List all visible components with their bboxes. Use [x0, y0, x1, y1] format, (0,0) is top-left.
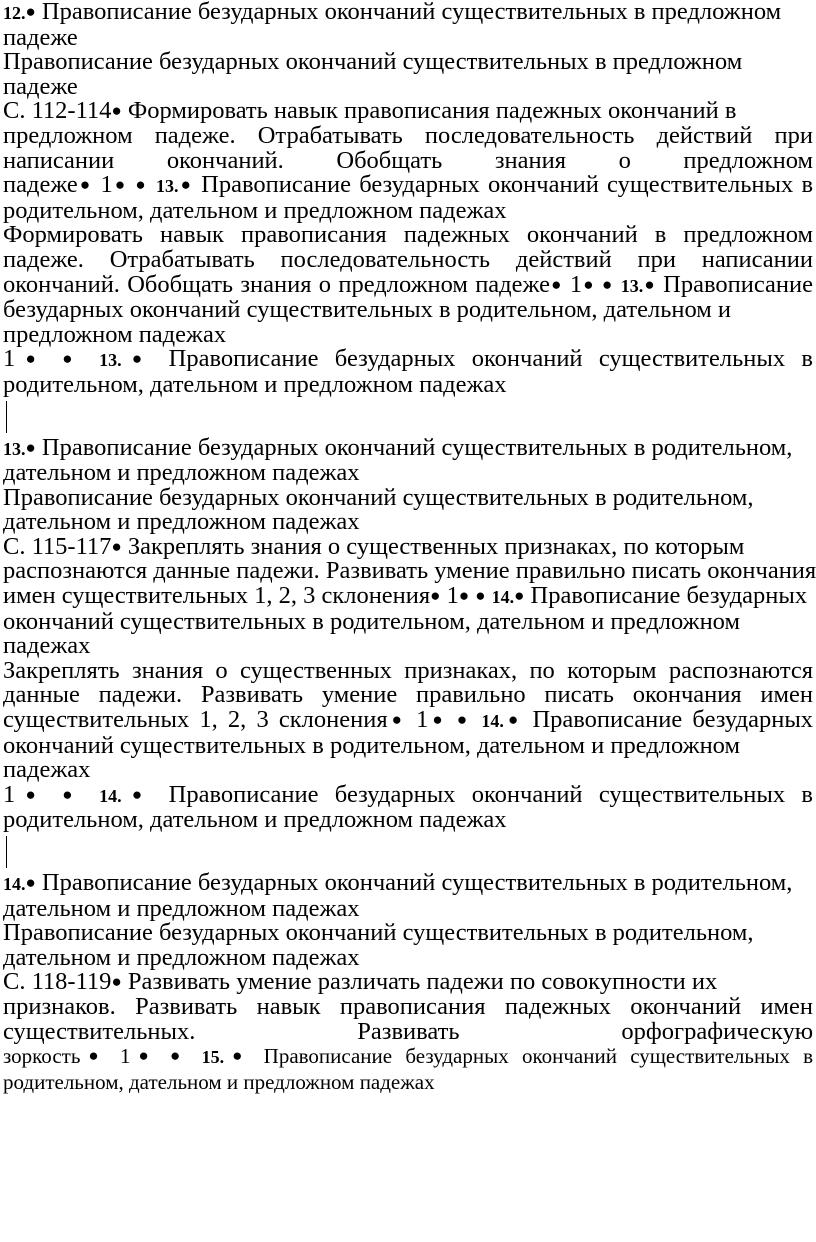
bullet-icon: ● [25, 437, 36, 457]
lesson-goals: С. 112-114● Формировать навык правописания падежных окончаний в [3, 97, 737, 125]
textbook-pages: С. 112-114 [3, 97, 112, 125]
bullet-icon: ● [514, 586, 525, 606]
lesson-number: 13. [3, 438, 26, 459]
bullet-icon: ● [602, 274, 614, 294]
lesson-heading: 13.● Правописание безударных окончаний существительных в родительном, [3, 433, 793, 461]
bullet-icon: ● [121, 349, 153, 369]
lesson-heading: 12.● Правописание безударных окончаний существительных в предложном [3, 0, 782, 25]
bullet-icon: ● [178, 175, 193, 195]
bullet-icon: ● [135, 175, 148, 195]
bullet-icon: ● [25, 2, 36, 21]
bullet-icon: ● [170, 1046, 189, 1066]
bullet-icon: ● [111, 101, 122, 121]
bullet-icon: ● [111, 536, 122, 556]
bullet-icon: ● [456, 710, 472, 730]
bullet-icon: ● [62, 349, 83, 369]
lesson-13: 13.● Правописание безударных окончаний существительных в родительном, дательном и предложном падежах Правописание безударных окончаний существительных в родительном, дательном и предложном падежах С. 115-117● Закреплять знания о существенных признаках, по которым распознаются данные падежи. Развивать умение правильно писать окончания имен существительных 1, 2, 3 склонения● 1● ● 14.● Правописание безударных окончаний существительных в родительном, дательном и предложном падежах Закреплять знания о существенных признаках, по которым распознаются данные падежи. Развивать умение правильно писать окончания имен существительных 1, 2, 3 склонения● 1● ● 14.● Правописание безударных окончаний существительных в родительном, дательном и предложном падежах 1● ● 14.● Правописание безударных окончаний существительных в родительном, дательном и предложном падежах [3, 433, 816, 834]
bullet-icon: ● [428, 710, 447, 730]
section-separator [3, 833, 813, 871]
bullet-icon: ● [503, 710, 523, 730]
lesson-12: 12.● Правописание безударных окончаний существительных в предложном падеже Правописание безударных окончаний существительных в предложном падеже С. 112-114● Формировать навык правописания падежных окончаний в предложном падеже. Отрабатывать последовательность действий при написании окончаний. Обобщать знания о предложном падеже● 1● ● 13.● Правописание безударных окончаний существительных в родительном, дательном и предложном падежах Формировать навык правописания падежных окончаний в предложном падеже. Отрабатывать последовательность действий при написании окончаний. Обобщать знания о предложном падеже● 1● ● 13.● Правописание безударных окончаний существительных в родительном, дательном и предложном падежах 1● ● 13.● Правописание безударных окончаний существительных в родительном, дательном и предложном падежах [3, 0, 814, 398]
bullet-icon: ● [112, 175, 128, 195]
section-separator [3, 398, 813, 436]
bullet-icon: ● [550, 274, 563, 294]
bullet-icon: ● [111, 972, 122, 992]
bullet-icon: ● [77, 175, 93, 195]
bullet-icon: ● [25, 873, 36, 892]
bullet-icon: ● [224, 1046, 251, 1066]
bullet-icon: ● [430, 586, 441, 606]
lesson-goals: С. 115-117● Закреплять знания о существенных признаках, по которым [3, 532, 745, 560]
lesson-topic: Правописание безударных окончаний существительных в родительном, [3, 919, 754, 947]
bullet-icon: ● [387, 710, 406, 730]
bullet-icon: ● [582, 274, 595, 294]
textbook-pages: С. 115-117 [3, 532, 112, 560]
bullet-icon: ● [15, 784, 46, 804]
bullet-icon: ● [15, 349, 46, 369]
vertical-rule [6, 401, 7, 433]
bullet-icon: ● [475, 586, 486, 606]
textbook-pages: С. 118-119 [3, 968, 112, 996]
lesson-heading: 14.● Правописание безударных окончаний существительных в родительном, [3, 869, 793, 896]
vertical-rule [6, 836, 7, 868]
lesson-14: 14.● Правописание безударных окончаний существительных в родительном, дательном и предложном падежах Правописание безударных окончаний существительных в родительном, дательном и предложном падежах С. 118-119● Развивать умение различать падежи по совокупности их признаков. Развивать навык правописания падежных окончаний имен существительных. Развивать орфографическую зоркость● 1● ● 15.● Правописание безударных окончаний существительных в родительном, дательном и предложном падежах [3, 869, 813, 1094]
bullet-icon: ● [130, 1046, 157, 1066]
lesson-number: 12. [3, 3, 26, 23]
bullet-icon: ● [80, 1046, 107, 1066]
bullet-icon: ● [62, 784, 83, 804]
lesson-topic: Правописание безударных окончаний существительных в родительном, [3, 483, 754, 511]
bullet-icon: ● [643, 274, 656, 294]
bullet-icon: ● [121, 784, 153, 804]
lesson-goals: С. 118-119● Развивать умение различать падежи по совокупности их [3, 968, 718, 996]
bullet-icon: ● [458, 586, 470, 606]
lesson-topic: Правописание безударных окончаний существительных в предложном [3, 48, 743, 76]
lesson-number: 14. [3, 874, 26, 894]
